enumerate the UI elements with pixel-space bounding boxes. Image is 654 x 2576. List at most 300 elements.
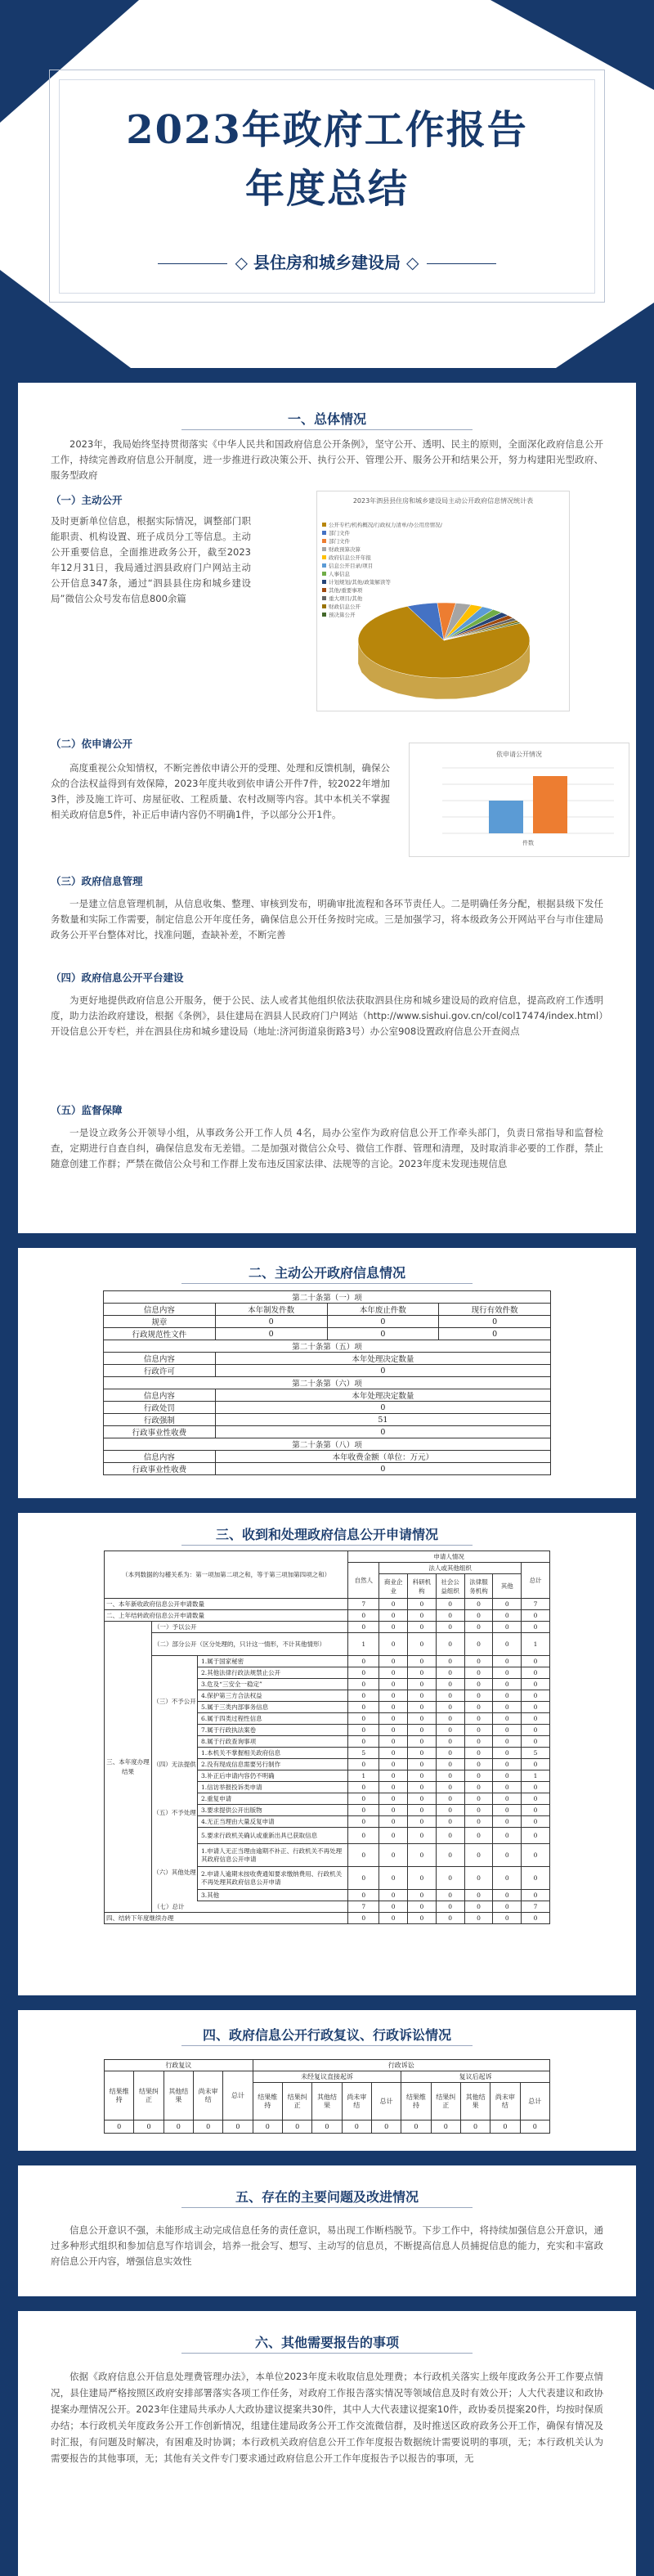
table-cell: 0 (408, 1828, 437, 1844)
legend-label: 计划规划/其他/政策解读等 (329, 579, 391, 586)
table-cell: 0 (348, 1713, 379, 1725)
table-cell: 0 (436, 1867, 464, 1890)
platform-paragraph: 为更好地提供政府信息公开服务，便于公民、法人或者其他组织依法获取泗县住房和城乡建设局的政府信息，提高政府工作透明度，助力法治政府建设，根据《条例》，县住建局在泗县人民政府门户网站（http://www.sishui.gov.cn/col/col17474/index.html）开设信息公开专栏，并在泗县住房和城乡建设局（地址:济河街道泉街路3号）办公室908设置政府信息公开查阅点 (51, 994, 603, 1037)
diamond-icon: ◇ (405, 253, 419, 272)
table-cell: 0 (522, 1793, 550, 1805)
table-cell: 1 (522, 1770, 550, 1782)
table-header: 信息内容 (104, 1304, 216, 1316)
table-cell: 0 (493, 1901, 522, 1913)
table-cell: 0 (379, 1690, 408, 1702)
table-cell: 规章 (104, 1316, 216, 1328)
review-table (104, 2059, 550, 2134)
table-cell: 0 (215, 1426, 550, 1438)
section-title: 三、收到和处理政府信息公开申请情况 (18, 1524, 636, 1544)
row-subgroup-label: （五）不予处理 (152, 1782, 198, 1844)
chart-title: 2023年泗县县住房和城乡建设局主动公开政府信息情况统计表 (352, 497, 534, 505)
table-cell: 0 (436, 1702, 464, 1713)
table-cell: 0 (215, 1328, 327, 1340)
table-header: 结果维持 (253, 2083, 282, 2120)
table-cell: 0 (348, 1759, 379, 1770)
table-cell: 0 (408, 1610, 437, 1622)
table-cell: 0 (379, 1828, 408, 1844)
subsection-title: （四）政府信息公开平台建设 (51, 972, 184, 984)
table-cell: 行政事业性收费 (104, 1426, 216, 1438)
proactive-table (103, 1290, 551, 1475)
row-label: 3.其他 (151, 1890, 347, 1901)
table-cell: 0 (493, 1599, 522, 1610)
row-label: 5.属于三类内部事务信息 (151, 1702, 347, 1713)
legend-label: 其他/重要事项 (329, 587, 363, 594)
table-header: 自然人 (348, 1563, 379, 1599)
table-cell: 0 (253, 2120, 282, 2134)
table-cell: 7 (522, 1599, 550, 1610)
table-cell: 0 (464, 1782, 493, 1793)
table-cell: 0 (408, 1890, 437, 1901)
row-subgroup-label: （六）其他处理 (152, 1844, 198, 1901)
row-label: 3.要求提供公开出版物 (151, 1805, 347, 1816)
table-header: 尚未审结 (490, 2083, 520, 2120)
table-cell: 0 (522, 1702, 550, 1713)
table-cell: 0 (493, 1667, 522, 1679)
row-subgroup-label: （四）无法提供 (152, 1748, 198, 1782)
legend-label: 部门文件 (329, 530, 350, 536)
pie-plot (350, 598, 538, 704)
legend-swatch (322, 580, 326, 584)
table-cell: 0 (327, 1316, 439, 1328)
section-problems (18, 2165, 636, 2296)
table-cell: 0 (379, 1736, 408, 1748)
table-row (105, 1844, 550, 1867)
legend-label: 重大项目/其他 (329, 595, 363, 602)
table-cell: 0 (493, 1867, 522, 1890)
application-table-wrap (104, 1551, 550, 1924)
table-cell: 0 (522, 1816, 550, 1828)
legend-item (322, 545, 445, 554)
row-label: 6.属于四类过程性信息 (151, 1713, 347, 1725)
legend-item (322, 537, 445, 545)
legend-swatch (322, 588, 326, 592)
hero-header (0, 0, 654, 368)
row-label: 一、本年新收政府信息公开申请数量 (105, 1599, 348, 1610)
table-cell: 行政规范性文件 (104, 1328, 216, 1340)
table-cell: 0 (436, 1725, 464, 1736)
row-label: 2.申请人逾期未按收费通知要求缴纳费用、行政机关不再处理其政府信息公开申请 (151, 1867, 347, 1890)
table-cell: 0 (493, 1805, 522, 1816)
chart-title: 依申请公开情况 (496, 751, 542, 758)
table-cell: 1 (348, 1633, 379, 1656)
legend-swatch (322, 604, 326, 608)
row-label: 1.本机关不掌握相关政府信息 （四）无法提供 (151, 1748, 347, 1759)
legend-item (322, 554, 445, 562)
page-title: 2023年政府工作报告 (126, 107, 528, 153)
table-cell: 0 (493, 1702, 522, 1713)
table-cell: 0 (348, 1656, 379, 1667)
table-cell: 0 (379, 1901, 408, 1913)
table-header: 现行有效件数 (439, 1304, 551, 1316)
table-cell: 0 (408, 1736, 437, 1748)
table-cell: 7 (348, 1901, 379, 1913)
table-cell: 0 (464, 1844, 493, 1867)
row-label: 4.保护第三方合法权益 (151, 1690, 347, 1702)
table-header: 科研机构 (408, 1574, 437, 1599)
table-cell: 0 (348, 1610, 379, 1622)
table-cell: 0 (348, 1816, 379, 1828)
table-cell: 0 (436, 1679, 464, 1690)
legend-label: 公开专栏/机构概况/行政权力清单/办公用房情况/ (329, 522, 442, 528)
table-group-header: 行政诉讼 (253, 2060, 549, 2071)
table-cell: 0 (493, 1610, 522, 1622)
table-cell: 0 (439, 1328, 551, 1340)
subsection-title: （一）主动公开 (51, 494, 123, 506)
table-cell: 0 (436, 1913, 464, 1924)
problems-paragraph: 信息公开意识不强，未能形成主动完成信息任务的责任意识，易出现工作断档脱节。下步工作中，将持续加强信息公开意识，通过多种形式组织和参加信息写作培训会，培养一批会写、想写、主动写的信息员，不断提高信息人员捕捉信息的能力，充实和丰富政府信息公开内容，增强信息实效性 (51, 2224, 603, 2267)
table-cell: 51 (215, 1414, 550, 1426)
table-cell: 0 (379, 1770, 408, 1782)
table-cell: 0 (520, 2120, 549, 2134)
table-cell: 0 (348, 1828, 379, 1844)
table-cell: 0 (464, 1748, 493, 1759)
table-cell: 0 (408, 1690, 437, 1702)
table-cell: 0 (379, 1890, 408, 1901)
table-cell: 0 (379, 1656, 408, 1667)
table-cell: 0 (408, 1679, 437, 1690)
bar (489, 801, 523, 833)
page-title-line2: 年度总结 (244, 166, 409, 212)
table-header: 本年收费金额（单位：万元） (215, 1451, 550, 1463)
table-header: 信息内容 (104, 1389, 216, 1402)
table-cell: 0 (464, 1725, 493, 1736)
table-header: 本年废止件数 (327, 1304, 439, 1316)
other-paragraph: 依据《政府信息公开信息处理费管理办法》，本单位2023年度未收取信息处理费；本行政机关落实上级年度政务公开工作要点情况，县住建局严格按照区政府安排部署落实各项工作任务，对政府工作报告落实情况等领域信息及时有效公开；人大代表建议和政协提案办理情况公开。2023年住建局共承办人大政协建议提案共30件，其中人大代表建议提案10件，政协委员提案20件，均按时保质办结；本行政机关年度政务公开工作创新情况，组建住建局政务公开工作交流微信群，及时推送区政府政务公开工作，确保有情况及时汇报，有问题及时解决，有困难及时协调；本行政机关政府信息公开工作年度报告数据统计需要说明的事项，无；本行政机关认为需要报告的其他事项，无；其他有关文件专门要求通过政府信息公开工作年度报告予以报告的事项，无 (51, 2371, 603, 2464)
bar-chart (409, 743, 629, 857)
table-cell: 0 (408, 1633, 437, 1656)
table-cell: 0 (379, 1622, 408, 1633)
legend-swatch (322, 523, 326, 527)
table-cell: 0 (493, 1913, 522, 1924)
legend-swatch (322, 572, 326, 576)
table-cell: 0 (464, 1770, 493, 1782)
row-label: 二、上年结转政府信息公开申请数量 (105, 1610, 348, 1622)
table-cell: 0 (401, 2120, 431, 2134)
section-title: 六、其他需要报告的事项 (18, 2332, 636, 2352)
table-cell: 0 (379, 1633, 408, 1656)
row-label: 7.属于行政执法案卷 (151, 1725, 347, 1736)
table-cell: 0 (436, 1633, 464, 1656)
table-cell: 0 (436, 1844, 464, 1867)
table-header: 其他结果 (312, 2083, 342, 2120)
legend-label: 部门文件 (329, 538, 350, 545)
table-cell: 0 (327, 1328, 439, 1340)
table-cell: 0 (436, 1748, 464, 1759)
legend-swatch (322, 539, 326, 543)
table-cell: 0 (493, 1748, 522, 1759)
table-cell: 0 (522, 1610, 550, 1622)
table-cell: 0 (464, 1610, 493, 1622)
section-title: 二、主动公开政府信息情况 (18, 1263, 636, 1282)
table-cell: 0 (464, 1599, 493, 1610)
table-cell: 0 (436, 1828, 464, 1844)
table-cell: 0 (342, 2120, 371, 2134)
table-cell: 行政处罚 (104, 1402, 216, 1414)
section-title: 四、政府信息公开行政复议、行政诉讼情况 (18, 2025, 636, 2044)
table-cell: 7 (522, 1901, 550, 1913)
row-group-label: 三、本年度办理结果 (105, 1622, 152, 1913)
table-header: 总计 (223, 2071, 253, 2120)
table-group-header: 法人或其他组织 (379, 1563, 522, 1574)
row-label: （一）予以公开 (151, 1622, 347, 1633)
table-cell: 0 (436, 1656, 464, 1667)
table-cell: 0 (348, 1793, 379, 1805)
section-review-table (18, 2010, 636, 2151)
table-group-header: 第二十条第（八）项 (104, 1438, 551, 1451)
table-cell: 0 (379, 1610, 408, 1622)
section-title: 一、总体情况 (18, 409, 636, 429)
table-cell: 0 (408, 1805, 437, 1816)
table-header: 结果纠正 (134, 2071, 164, 2120)
table-cell: 0 (348, 1805, 379, 1816)
table-cell: 0 (379, 1816, 408, 1828)
table-cell: 0 (464, 1816, 493, 1828)
table-header: 总计 (522, 1563, 550, 1599)
intro-paragraph: 2023年，我局始终坚持贯彻落实《中华人民共和国政府信息公开条例》，坚守公开、透明、民主的原则，全面深化政府信息公开工作，持续完善政府信息公开制度，进一步推进行政决策公开、执行公开、管理公开、服务公开和结果公开，努力构建阳光型政府、服务型政府 (51, 438, 603, 481)
table-cell: 0 (379, 1667, 408, 1679)
table-cell: 0 (522, 1782, 550, 1793)
table-cell: 0 (215, 1402, 550, 1414)
table-row (105, 1782, 550, 1793)
legend-swatch (322, 555, 326, 559)
table-cell: 0 (436, 1805, 464, 1816)
table-header: 其他 (493, 1574, 522, 1599)
table-cell: 0 (439, 1316, 551, 1328)
subsection-title: （三）政府信息管理 (51, 875, 143, 887)
table-cell: 0 (408, 1599, 437, 1610)
table-cell: 0 (464, 1793, 493, 1805)
table-cell: 0 (493, 1828, 522, 1844)
row-label: 1.属于国家秘密 （三）不予公开 (151, 1656, 347, 1667)
table-header: 信息内容 (104, 1451, 216, 1463)
department-subtitle (0, 249, 654, 273)
proactive-paragraph: 及时更新单位信息，根据实际情况，调整部门职能职责、机构设置、班子成员分工等信息。主动公开重要信息，全面推进政务公开，截至2023年12月31日，我局通过泗县政府门户网站主动公开信息347条，通过“泗县县住房和城乡建设局”微信公众号发布信息800余篇 (51, 515, 251, 604)
table-cell: 0 (348, 1844, 379, 1867)
table-cell: 0 (493, 1793, 522, 1805)
table-cell: 0 (522, 1828, 550, 1844)
table-cell: 0 (493, 1816, 522, 1828)
table-header: 社会公益组织 (436, 1574, 464, 1599)
table-cell: 0 (493, 1890, 522, 1901)
table-cell: 0 (493, 1656, 522, 1667)
application-paragraph: 高度重视公众知情权，不断完善依申请公开的受理、处理和反馈机制，确保公众的合法权益得到有效保障，2023年度共收到依申请公开件7件，较2022年增加3件，涉及施工许可、房屋征收、工程质量、农村改厕等内容。其中本机关不掌握相关政府信息5件，补正后申请内容仍不明确1件，予以部分公开1件。 (51, 762, 390, 820)
table-cell: 0 (105, 2120, 134, 2134)
table-cell: 0 (379, 1759, 408, 1770)
table-header: 本年制发件数 (215, 1304, 327, 1316)
table-cell: 0 (408, 1770, 437, 1782)
table-cell: 0 (522, 1679, 550, 1690)
table-cell: 0 (408, 1656, 437, 1667)
pie-chart (316, 491, 570, 711)
table-cell: 0 (464, 1805, 493, 1816)
table-cell: 0 (408, 1816, 437, 1828)
x-tick-label: 件数 (522, 840, 534, 846)
legend-swatch (322, 547, 326, 551)
table-cell: 0 (464, 1736, 493, 1748)
table-cell: 0 (436, 1690, 464, 1702)
table-cell: 0 (164, 2120, 193, 2134)
table-cell: 0 (493, 1622, 522, 1633)
table-cell: 0 (522, 1622, 550, 1633)
table-cell: 0 (436, 1901, 464, 1913)
section-proactive-table (18, 1248, 636, 1498)
table-cell: 0 (379, 1725, 408, 1736)
table-cell: 0 (436, 1770, 464, 1782)
table-cell: 0 (522, 1759, 550, 1770)
table-cell: 0 (436, 1622, 464, 1633)
table-cell: 0 (522, 1690, 550, 1702)
table-cell: 0 (493, 1633, 522, 1656)
table-cell: 0 (408, 1748, 437, 1759)
legend-item (322, 521, 445, 529)
table-cell: 0 (464, 1702, 493, 1713)
legend-label: 预决算公开 (329, 612, 356, 618)
row-label: 1.信访举报投诉类申请 （五）不予处理 (151, 1782, 347, 1793)
table-cell: 行政事业性收费 (104, 1463, 216, 1475)
table-header: 其他结果 (460, 2083, 490, 2120)
table-cell: 0 (379, 1679, 408, 1690)
table-cell: 0 (312, 2120, 342, 2134)
table-cell: 0 (408, 1901, 437, 1913)
table-cell: 0 (493, 1770, 522, 1782)
table-cell: 0 (348, 1622, 379, 1633)
table-cell: 0 (408, 1713, 437, 1725)
table-cell: 0 (493, 1736, 522, 1748)
table-cell: 0 (379, 1702, 408, 1713)
table-cell: 0 (379, 1805, 408, 1816)
table-cell: 1 (348, 1770, 379, 1782)
table-cell: 0 (522, 1890, 550, 1901)
table-header: 尚未审结 (193, 2071, 222, 2120)
subsection-title: （二）依申请公开 (51, 738, 133, 750)
table-cell: 0 (436, 1667, 464, 1679)
table-cell: 0 (223, 2120, 253, 2134)
table-cell: 0 (490, 2120, 520, 2134)
table-cell: 0 (348, 1867, 379, 1890)
table-row (105, 1622, 550, 1633)
table-cell: 0 (408, 1782, 437, 1793)
table-cell: 0 (408, 1702, 437, 1713)
row-subgroup-label: （三）不予公开 (152, 1656, 198, 1748)
table-cell: 0 (348, 1690, 379, 1702)
legend-swatch (322, 563, 326, 568)
table-group-header: 复议后起诉 (401, 2071, 550, 2083)
legend-label: 人事信息 (329, 571, 350, 577)
section-application-table (18, 1513, 636, 1995)
table-cell: 0 (522, 1713, 550, 1725)
table-row (105, 1633, 550, 1656)
section-overview (18, 383, 636, 1233)
row-label: 1.申请人无正当理由逾期不补正、行政机关不再处理其政府信息公开申请 （六）其他处理 (151, 1844, 347, 1867)
table-cell: 0 (436, 1793, 464, 1805)
table-header: 总计 (520, 2083, 549, 2120)
table-cell: 7 (348, 1599, 379, 1610)
legend-label: 财政信息公开 (329, 604, 361, 610)
table-cell: 0 (493, 1725, 522, 1736)
table-cell: 0 (379, 1748, 408, 1759)
legend-label: 政府信息公开年报 (329, 554, 371, 561)
section-other (18, 2311, 636, 2576)
table-cell: 0 (464, 1656, 493, 1667)
table-cell: 0 (464, 1867, 493, 1890)
table-cell: 0 (215, 1316, 327, 1328)
table-row (105, 1610, 550, 1622)
row-label: （七）总计 (151, 1901, 347, 1913)
table-cell: 0 (282, 2120, 311, 2134)
bar (533, 776, 567, 833)
table-row (105, 1913, 550, 1924)
legend-item (322, 562, 445, 570)
table-cell: 0 (408, 1622, 437, 1633)
table-cell: 0 (464, 1622, 493, 1633)
row-label: 8.属于行政查询事项 (151, 1736, 347, 1748)
table-group-header: 第二十条第（一）项 (104, 1291, 551, 1304)
table-cell: 0 (464, 1679, 493, 1690)
table-cell: 0 (522, 1867, 550, 1890)
application-table (104, 1551, 550, 1924)
table-cell: 0 (522, 1805, 550, 1816)
table-row (105, 1656, 550, 1667)
table-cell: 0 (379, 1867, 408, 1890)
section-title: 五、存在的主要问题及改进情况 (18, 2187, 636, 2206)
table-cell: 0 (215, 1463, 550, 1475)
table-cell: 0 (464, 1759, 493, 1770)
table-cell: 1 (522, 1633, 550, 1656)
table-cell: 0 (464, 1901, 493, 1913)
table-cell: 0 (460, 2120, 490, 2134)
legend-item (322, 578, 445, 586)
row-label: 3.危及“三安全一稳定” (151, 1679, 347, 1690)
table-cell: 0 (493, 1782, 522, 1793)
subsection-title: （五）监督保障 (51, 1104, 123, 1116)
table-group-header: 行政复议 (105, 2060, 253, 2071)
supervision-paragraph: 一是设立政务公开领导小组，从事政务公开工作人员 4名，局办公室作为政府信息公开工作牵头部门，负责日常指导和监督检查，定期进行自查自纠，确保信息发布无差错。二是加强对微信公众号、微信工作群、管理和清理，及时取消非必要的工作群，禁止随意创建工作群；严禁在微信公众号和工作群上发布违反国家法律、法规等的言论。2023年度未发现违规信息 (51, 1127, 603, 1169)
table-header: 商业企业 (379, 1574, 408, 1599)
table-cell: 0 (493, 1713, 522, 1725)
table-cell: 0 (436, 1782, 464, 1793)
table-header: 本年处理决定数量 (215, 1389, 550, 1402)
diamond-icon: ◇ (235, 253, 249, 272)
table-cell: 0 (379, 1599, 408, 1610)
table-cell: 0 (348, 1736, 379, 1748)
table-group-header: 第二十条第（五）项 (104, 1340, 551, 1353)
table-cell: 5 (348, 1748, 379, 1759)
proactive-table-wrap (103, 1290, 551, 1475)
table-cell: 0 (464, 1828, 493, 1844)
table-cell: 0 (408, 1844, 437, 1867)
table-cell: 0 (436, 1599, 464, 1610)
table-header: 其他结果 (164, 2071, 193, 2120)
table-cell: 行政许可 (104, 1365, 216, 1377)
table-cell: 0 (464, 1667, 493, 1679)
legend-item (322, 570, 445, 578)
table-corner: （本列数据的勾稽关系为：第一项加第二项之和，等于第三项加第四项之和） (105, 1551, 348, 1599)
table-header: 结果纠正 (282, 2083, 311, 2120)
bar-plot (410, 760, 630, 856)
table-cell: 0 (371, 2120, 401, 2134)
table-cell: 0 (348, 1782, 379, 1793)
table-cell: 0 (348, 1702, 379, 1713)
table-cell: 0 (215, 1365, 550, 1377)
row-label: 四、结转下年度继续办理 (105, 1913, 348, 1924)
legend-item (322, 586, 445, 595)
table-cell: 0 (436, 1890, 464, 1901)
